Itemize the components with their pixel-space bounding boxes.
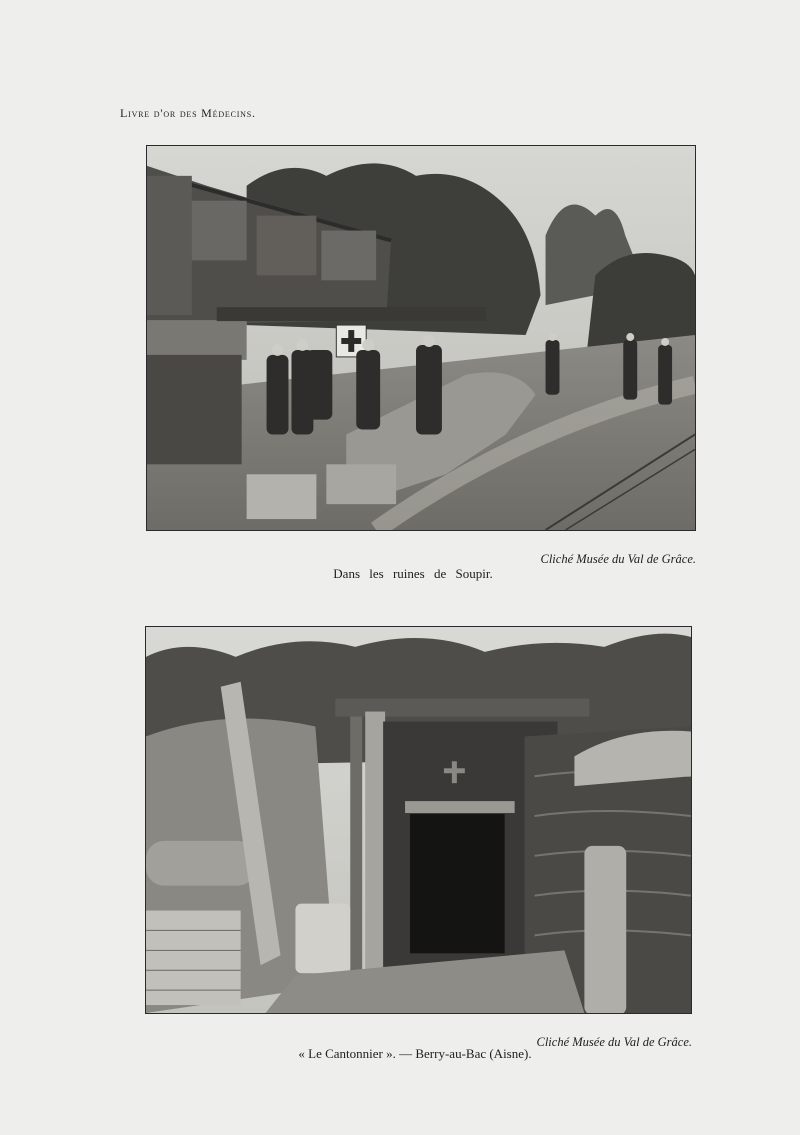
- photo-credit: Cliché Musée du Val de Grâce.: [540, 552, 696, 566]
- photo-dugout-drawing: [146, 627, 691, 1013]
- running-header: Livre d'or des Médecins.: [120, 106, 256, 120]
- photo-ruins-drawing: [147, 146, 695, 530]
- photo-caption: Dans les ruines de Soupir.: [333, 566, 493, 581]
- photo-credit: Cliché Musée du Val de Grâce.: [536, 1035, 692, 1049]
- photo-caption: « Le Cantonnier ». — Berry-au-Bac (Aisne).: [298, 1046, 532, 1061]
- photo-le-cantonnier-dugout: [145, 626, 692, 1014]
- photo-ruins-of-soupir: [146, 145, 696, 531]
